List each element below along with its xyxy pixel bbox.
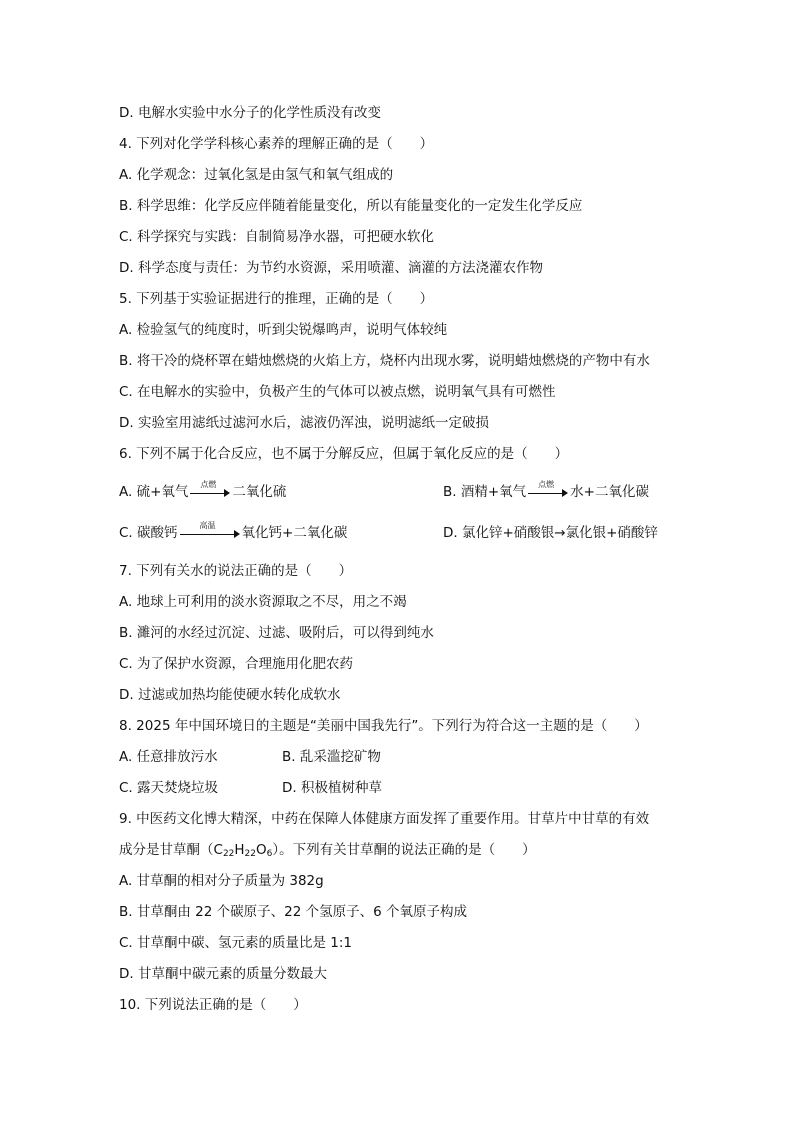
question-8-option-b: B. 乱采滥挖矿物 [282, 749, 381, 765]
question-8-option-d: D. 积极植树种草 [282, 780, 382, 796]
question-10-stem: 10. 下列说法正确的是（ ） [119, 997, 307, 1013]
question-4-option-a: A. 化学观念：过氧化氢是由氢气和氧气组成的 [119, 167, 394, 183]
reaction-condition: 点燃 [200, 480, 217, 489]
equation-products: 水+二氧化碳 [570, 484, 649, 500]
equation-reactants: A. 硫+氧气 [119, 484, 189, 500]
question-7-option-b: B. 濉河的水经过沉淀、过滤、吸附后，可以得到纯水 [119, 625, 434, 641]
text-segment: H [234, 842, 245, 858]
question-8-stem: 8. 2025 年中国环境日的主题是“美丽中国我先行”。下列行为符合这一主题的是（ ） [119, 718, 648, 734]
question-4-option-d: D. 科学态度与责任：为节约水资源，采用喷灌、滴灌的方法浇灌农作物 [119, 260, 543, 276]
question-6-option-b [443, 482, 649, 502]
subscript: 6 [266, 849, 273, 859]
question-9-option-b: B. 甘草酮由 22 个碳原子、22 个氢原子、6 个氧原子构成 [119, 904, 467, 920]
reaction-condition: 高温 [199, 521, 216, 530]
subscript: 22 [222, 849, 235, 859]
question-7-option-d: D. 过滤或加热均能使硬水转化成软水 [119, 687, 341, 703]
question-6-option-c [119, 523, 347, 543]
question-7-option-a: A. 地球上可利用的淡水资源取之不尽，用之不竭 [119, 594, 407, 610]
question-8-option-a: A. 任意排放污水 [119, 749, 218, 765]
text-segment: 成分是甘草酮（C [119, 842, 223, 858]
question-9-stem: 9. 中医药文化博大精深，中药在保障人体健康方面发挥了重要作用。甘草片中甘草的有效 [119, 811, 650, 827]
question-7-option-c: C. 为了保护水资源，合理施用化肥农药 [119, 656, 354, 672]
reaction-condition: 点燃 [538, 480, 555, 489]
question-6-option-a [119, 482, 286, 502]
reaction-arrow [180, 521, 240, 540]
question-9-option-d: D. 甘草酮中碳元素的质量分数最大 [119, 966, 327, 982]
question-9-option-c: C. 甘草酮中碳、氢元素的质量比是 1:1 [119, 935, 353, 951]
question-4-stem: 4. 下列对化学学科核心素养的理解正确的是（ ） [119, 136, 434, 152]
equation-products: 二氧化硫 [232, 484, 287, 500]
question-7-stem: 7. 下列有关水的说法正确的是（ ） [119, 563, 353, 579]
subscript: 22 [244, 849, 256, 859]
question-5-option-d: D. 实验室用滤纸过滤河水后，滤液仍浑浊，说明滤纸一定破损 [119, 415, 489, 431]
reaction-arrow [528, 480, 568, 499]
question-8-option-c: C. 露天焚烧垃圾 [119, 780, 219, 796]
text-segment: ）。下列有关甘草酮的说法正确的是（ ） [272, 842, 536, 858]
question-5-option-c: C. 在电解水的实验中，负极产生的气体可以被点燃，说明氧气具有可燃性 [119, 384, 556, 400]
equation-reactants: C. 碳酸钙 [119, 525, 178, 541]
question-9-stem-formula-line [119, 840, 536, 860]
reaction-arrow [190, 480, 230, 499]
text-segment: O [256, 842, 267, 858]
question-9-option-a: A. 甘草酮的相对分子质量为 382g [119, 873, 324, 889]
question-5-stem: 5. 下列基于实验证据进行的推理，正确的是（ ） [119, 291, 434, 307]
question-5-option-b: B. 将干冷的烧杯罩在蜡烛燃烧的火焰上方，烧杯内出现水雾，说明蜡烛燃烧的产物中有水 [119, 353, 650, 369]
question-4-option-c: C. 科学探究与实践：自制简易净水器，可把硬水软化 [119, 229, 435, 245]
equation-products: 氧化钙+二氧化碳 [241, 525, 348, 541]
question-6-stem: 6. 下列不属于化合反应，也不属于分解反应，但属于氧化反应的是（ ） [119, 446, 569, 462]
question-4-option-b: B. 科学思维：化学反应伴随着能量变化，所以有能量变化的一定发生化学反应 [119, 198, 583, 214]
equation-reactants: B. 酒精+氧气 [443, 484, 527, 500]
question-6-option-d: D. 氯化锌+硝酸银→氯化银+硝酸锌 [443, 525, 658, 541]
question-5-option-a: A. 检验氢气的纯度时，听到尖锐爆鸣声，说明气体较纯 [119, 322, 448, 338]
question-3-option-d: D. 电解水实验中水分子的化学性质没有改变 [119, 105, 381, 121]
